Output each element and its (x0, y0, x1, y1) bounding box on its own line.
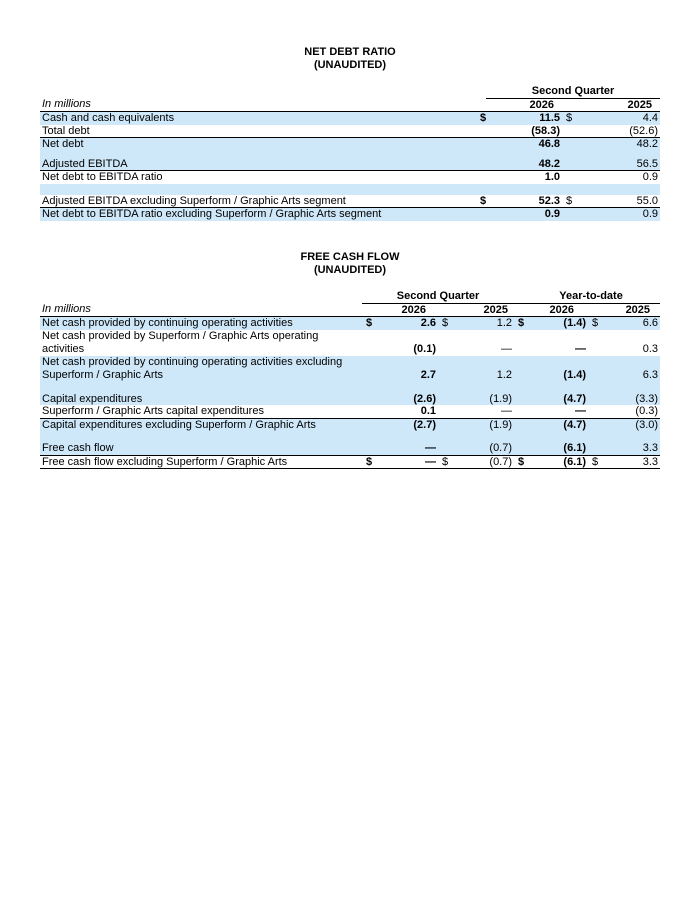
value-q-2025: 1.2 (450, 356, 514, 382)
value-q-2026: — (374, 455, 438, 469)
dollar-sign: $ (588, 455, 600, 469)
dollar-sign: $ (562, 112, 574, 125)
value-ytd-2026: — (575, 343, 587, 355)
fcf-row (40, 442, 660, 455)
net-debt-unit-label: In millions (40, 98, 476, 112)
value-ytd-2026: (6.1) (526, 455, 588, 469)
row-label: Net debt (40, 138, 476, 151)
value-2025: 0.9 (642, 171, 658, 183)
value-q-2026: 0.1 (374, 405, 438, 418)
row-label: Cash and cash equivalents (40, 112, 476, 125)
fcf-row (40, 356, 660, 382)
spacer-row (40, 184, 660, 195)
row-label: Adjusted EBITDA (40, 158, 476, 171)
net-debt-subtitle: (UNAUDITED) (313, 59, 387, 71)
value-ytd-2025: 3.3 (600, 455, 660, 469)
dollar-sign: $ (362, 455, 374, 469)
value-2025: (52.6) (574, 125, 660, 138)
value-q-2025: (0.7) (450, 442, 514, 455)
value-ytd-2025: 6.6 (600, 317, 660, 330)
net-debt-row (40, 138, 660, 151)
row-label: Net debt to EBITDA ratio (42, 171, 163, 183)
fcf-subtitle: (UNAUDITED) (313, 264, 387, 276)
row-label: Adjusted EBITDA excluding Superform / Graphic Arts segment (40, 195, 476, 208)
value-2025: 56.5 (574, 158, 660, 171)
row-label: Capital expenditures (40, 393, 362, 406)
fcf-row (40, 418, 660, 431)
row-label: Total debt (40, 125, 476, 138)
value-2026: (58.3) (486, 125, 562, 138)
value-q-2026: — (374, 442, 438, 455)
spacer-row (40, 382, 660, 393)
fcf-group-second-quarter: Second Quarter (362, 290, 514, 303)
fcf-group-header-row (40, 290, 660, 303)
fcf-col-ytd-2025: 2025 (600, 303, 660, 317)
row-label: Capital expenditures excluding Superform / Graphic Arts (40, 418, 362, 431)
value-q-2026: (2.6) (374, 393, 438, 406)
value-ytd-2025: (3.0) (600, 418, 660, 431)
fcf-row (40, 317, 660, 330)
value-ytd-2026: (1.4) (526, 356, 588, 382)
dollar-sign: $ (514, 317, 526, 330)
value-ytd-2025: 3.3 (600, 442, 660, 455)
row-label: Net cash provided by continuing operating activities (40, 317, 362, 330)
value-ytd-2025: 0.3 (642, 343, 659, 355)
dollar-sign: $ (476, 195, 486, 208)
fcf-row (40, 455, 660, 469)
value-2025: 4.4 (574, 112, 660, 125)
value-q-2025: 1.2 (450, 317, 514, 330)
net-debt-row (40, 112, 660, 125)
net-debt-col-2026: 2026 (486, 98, 562, 112)
value-q-2026: 2.6 (374, 317, 438, 330)
dollar-sign: $ (438, 455, 450, 469)
net-debt-column-header-row (40, 98, 660, 112)
spacer-row (40, 431, 660, 442)
row-label: Free cash flow (40, 442, 362, 455)
net-debt-row (40, 195, 660, 208)
fcf-unit-label: In millions (40, 303, 362, 317)
value-q-2026: 2.7 (374, 356, 438, 382)
fcf-col-ytd-2026: 2026 (526, 303, 588, 317)
value-2025: 48.2 (574, 138, 660, 151)
net-debt-row (40, 158, 660, 171)
value-ytd-2025: 6.3 (600, 356, 660, 382)
value-ytd-2026: — (526, 405, 588, 418)
value-ytd-2026: (6.1) (526, 442, 588, 455)
net-debt-row (40, 171, 660, 184)
value-ytd-2025: (0.3) (600, 405, 660, 418)
value-q-2025: (1.9) (450, 393, 514, 406)
dollar-sign: $ (438, 317, 450, 330)
value-q-2025: (0.7) (450, 455, 514, 469)
row-label: Net debt to EBITDA ratio excluding Superform / Graphic Arts segment (40, 208, 476, 221)
value-ytd-2026: (1.4) (526, 317, 588, 330)
dollar-sign: $ (562, 195, 574, 208)
value-2026: 0.9 (486, 208, 562, 221)
row-label: Free cash flow excluding Superform / Graphic Arts (40, 455, 362, 469)
dollar-sign: $ (362, 317, 374, 330)
fcf-group-year-to-date: Year-to-date (514, 290, 660, 303)
net-debt-col-2025: 2025 (574, 98, 660, 112)
value-q-2025: (1.9) (450, 418, 514, 431)
spacer-row (40, 151, 660, 158)
value-ytd-2025: (3.3) (600, 393, 660, 406)
value-2026: 11.5 (486, 112, 562, 125)
value-2026: 48.2 (486, 158, 562, 171)
dollar-sign: $ (588, 317, 600, 330)
net-debt-group-header: Second Quarter (486, 85, 660, 98)
row-label: Net cash provided by Superform / Graphic Arts operating activities (42, 329, 319, 355)
dollar-sign: $ (514, 455, 526, 469)
value-q-2026: (2.7) (374, 418, 438, 431)
net-debt-row (40, 208, 660, 221)
value-ytd-2026: (4.7) (526, 418, 588, 431)
row-label: Superform / Graphic Arts capital expenditures (40, 405, 362, 418)
fcf-col-q-2026: 2026 (374, 303, 438, 317)
net-debt-table (40, 85, 660, 221)
value-ytd-2026: (4.7) (526, 393, 588, 406)
value-2025: 0.9 (574, 208, 660, 221)
fcf-row (40, 405, 660, 418)
net-debt-title: NET DEBT RATIO (304, 46, 396, 58)
fcf-table (40, 290, 660, 469)
fcf-column-header-row (40, 303, 660, 317)
value-q-2025: — (501, 343, 513, 355)
fcf-col-q-2025: 2025 (450, 303, 514, 317)
row-label: Net cash provided by continuing operating activities excluding Superform / Graphic Arts (40, 356, 362, 382)
value-2026: 46.8 (486, 138, 562, 151)
fcf-row (40, 393, 660, 406)
value-q-2025: — (450, 405, 514, 418)
value-2026: 1.0 (544, 171, 560, 183)
fcf-row (40, 330, 660, 356)
net-debt-group-header-row (40, 85, 660, 98)
value-q-2026: (0.1) (413, 343, 436, 355)
fcf-title: FREE CASH FLOW (300, 251, 400, 263)
value-2026: 52.3 (486, 195, 562, 208)
dollar-sign: $ (476, 112, 486, 125)
net-debt-row (40, 125, 660, 138)
value-2025: 55.0 (574, 195, 660, 208)
